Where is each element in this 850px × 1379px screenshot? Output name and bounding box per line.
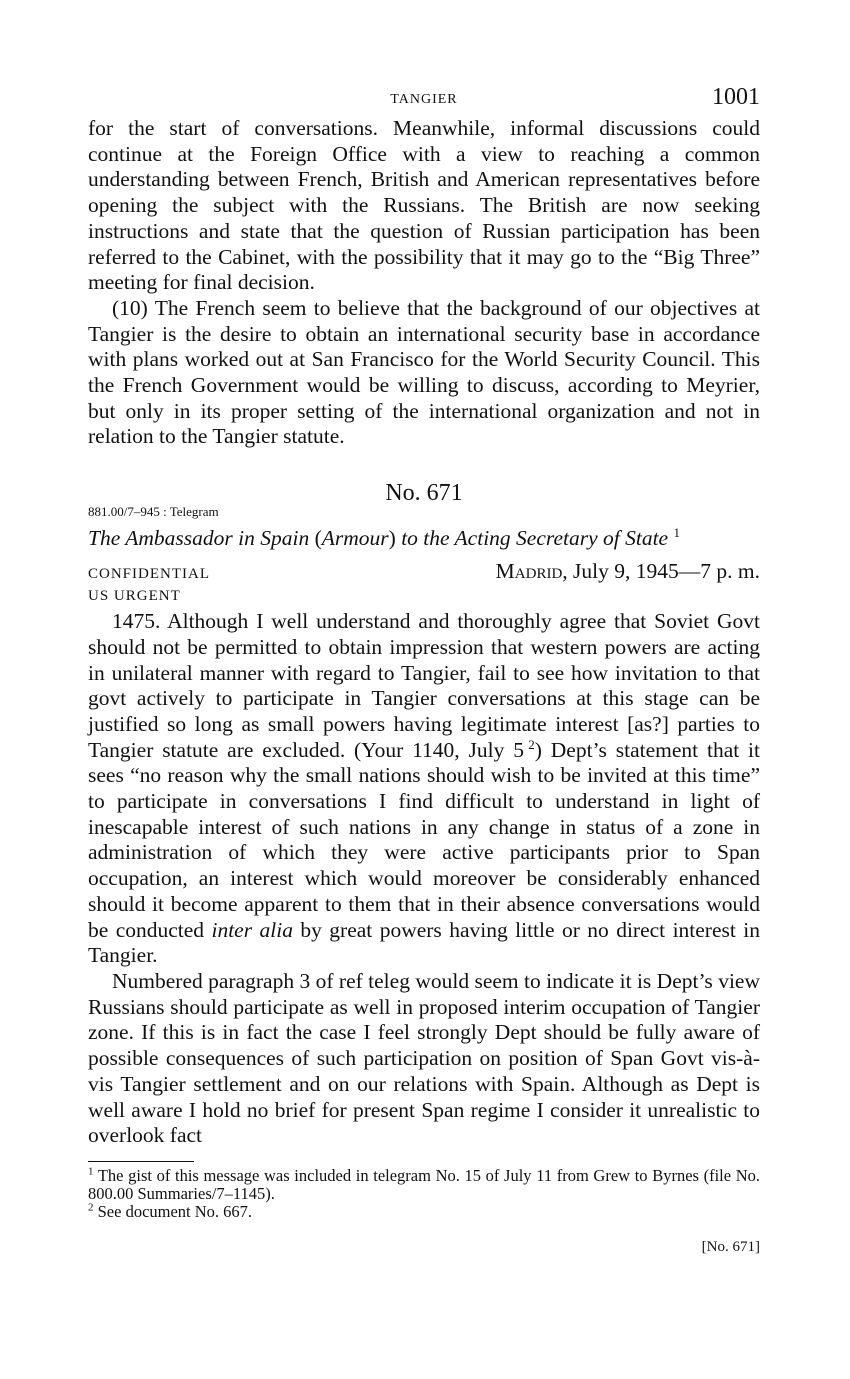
para1-text-c: by great powers having little or no direct interest in Tangier. xyxy=(88,917,760,968)
classification-label: CONFIDENTIAL xyxy=(88,566,210,583)
para1-text-b: ) Dept’s statement that it sees “no reason why the small nations should wish to be invited at this time” to participate in conversations I find difficult to understand in light of inescapable interest of such nations in any change in status of a zone in administration of which they were active participants prior to Span occupation, an interest which would moreover be considerably enhanced should it become apparent to them that in their absence conversations would be conducted xyxy=(88,737,760,942)
page-number: 1001 xyxy=(712,84,760,110)
date: , July 9, 1945—7 p. m. xyxy=(562,559,760,584)
footnote-rule xyxy=(88,1161,194,1162)
running-head xyxy=(88,82,760,116)
title-paren-close: ) xyxy=(388,526,402,551)
footnote-2-marker: 2 xyxy=(88,1201,94,1214)
telegram-paragraph-1 xyxy=(88,609,760,969)
title-part-2: to the Acting Secretary of State xyxy=(401,526,669,551)
urgency-label: US URGENT xyxy=(88,588,181,605)
document-marker: [No. 671] xyxy=(701,1238,760,1255)
title-name: Armour xyxy=(321,526,389,551)
carryover-paragraph: for the start of conversations. Meanwhile, informal discussions could continue at the Foreign Office with a view to reaching a common understanding between French, British and American representatives before opening the subject with the Russians. The British are now seeking instructions and state that the question of Russian participation has been referred to the Cabinet, with the possibility that it may go to the “Big Three” meeting for final decision. xyxy=(88,116,760,295)
footnote-1-marker: 1 xyxy=(88,1165,94,1178)
place: Madrid xyxy=(495,559,563,584)
telegram-paragraph-2: Numbered paragraph 3 of ref teleg would seem to indicate it is Dept’s view Russians should participate as well in proposed interim occupation of Tangier zone. If this is in fact the case I feel strongly Dept should be fully aware of possible consequences of such participation on position of Span Govt vis-à-vis Tangier settlement and on our relations with Spain. Although as Dept is well aware I hold no brief for present Span regime I consider it unrealistic to overlook fact xyxy=(88,968,760,1148)
para1-italic: inter alia xyxy=(211,917,293,942)
paragraph-10: (10) The French seem to believe that the background of our objectives at Tangier is the desire to obtain an international security base in accordance with plans worked out at San Francisco for the World Security Council. This the French Government would be willing to discuss, according to Meyrier, but only in its proper setting of the international organization and not in relation to the Tangier statute. xyxy=(88,295,760,449)
document-number: No. 671 xyxy=(385,480,463,507)
title-paren-open: ( xyxy=(309,526,322,551)
classification-row xyxy=(88,559,760,584)
file-reference: 881.00/7–945 : Telegram xyxy=(88,504,219,520)
place-date xyxy=(496,559,760,584)
para1-text-a: 1475. Although I well understand and thoroughly agree that Soviet Govt should not be permitted to obtain impression that western powers are acting in unilateral manner with regard to Tangier, fail to see how invitation to that govt actively to participate in Tangier conversations at this stage can be justified so long as small powers having legitimate interest [as?] parties to Tangier statute are excluded. (Your 1140, July 5 xyxy=(88,609,760,762)
document-title xyxy=(88,525,760,551)
footnote-2-text: See document No. 667. xyxy=(93,1201,253,1221)
title-footnote-ref: 1 xyxy=(673,524,680,540)
footnote-1-text: The gist of this message was included in telegram No. 15 of July 11 from Grew to Byrnes (file No. 800.00 Summaries/7–1145). xyxy=(88,1165,760,1203)
para1-footnote-ref: 2 xyxy=(528,736,535,752)
running-title: TANGIER xyxy=(390,92,458,107)
footnote-2 xyxy=(88,1203,760,1221)
title-part-1: The Ambassador in Spain xyxy=(88,526,310,551)
page xyxy=(88,82,760,1256)
footnote-1 xyxy=(88,1167,760,1203)
